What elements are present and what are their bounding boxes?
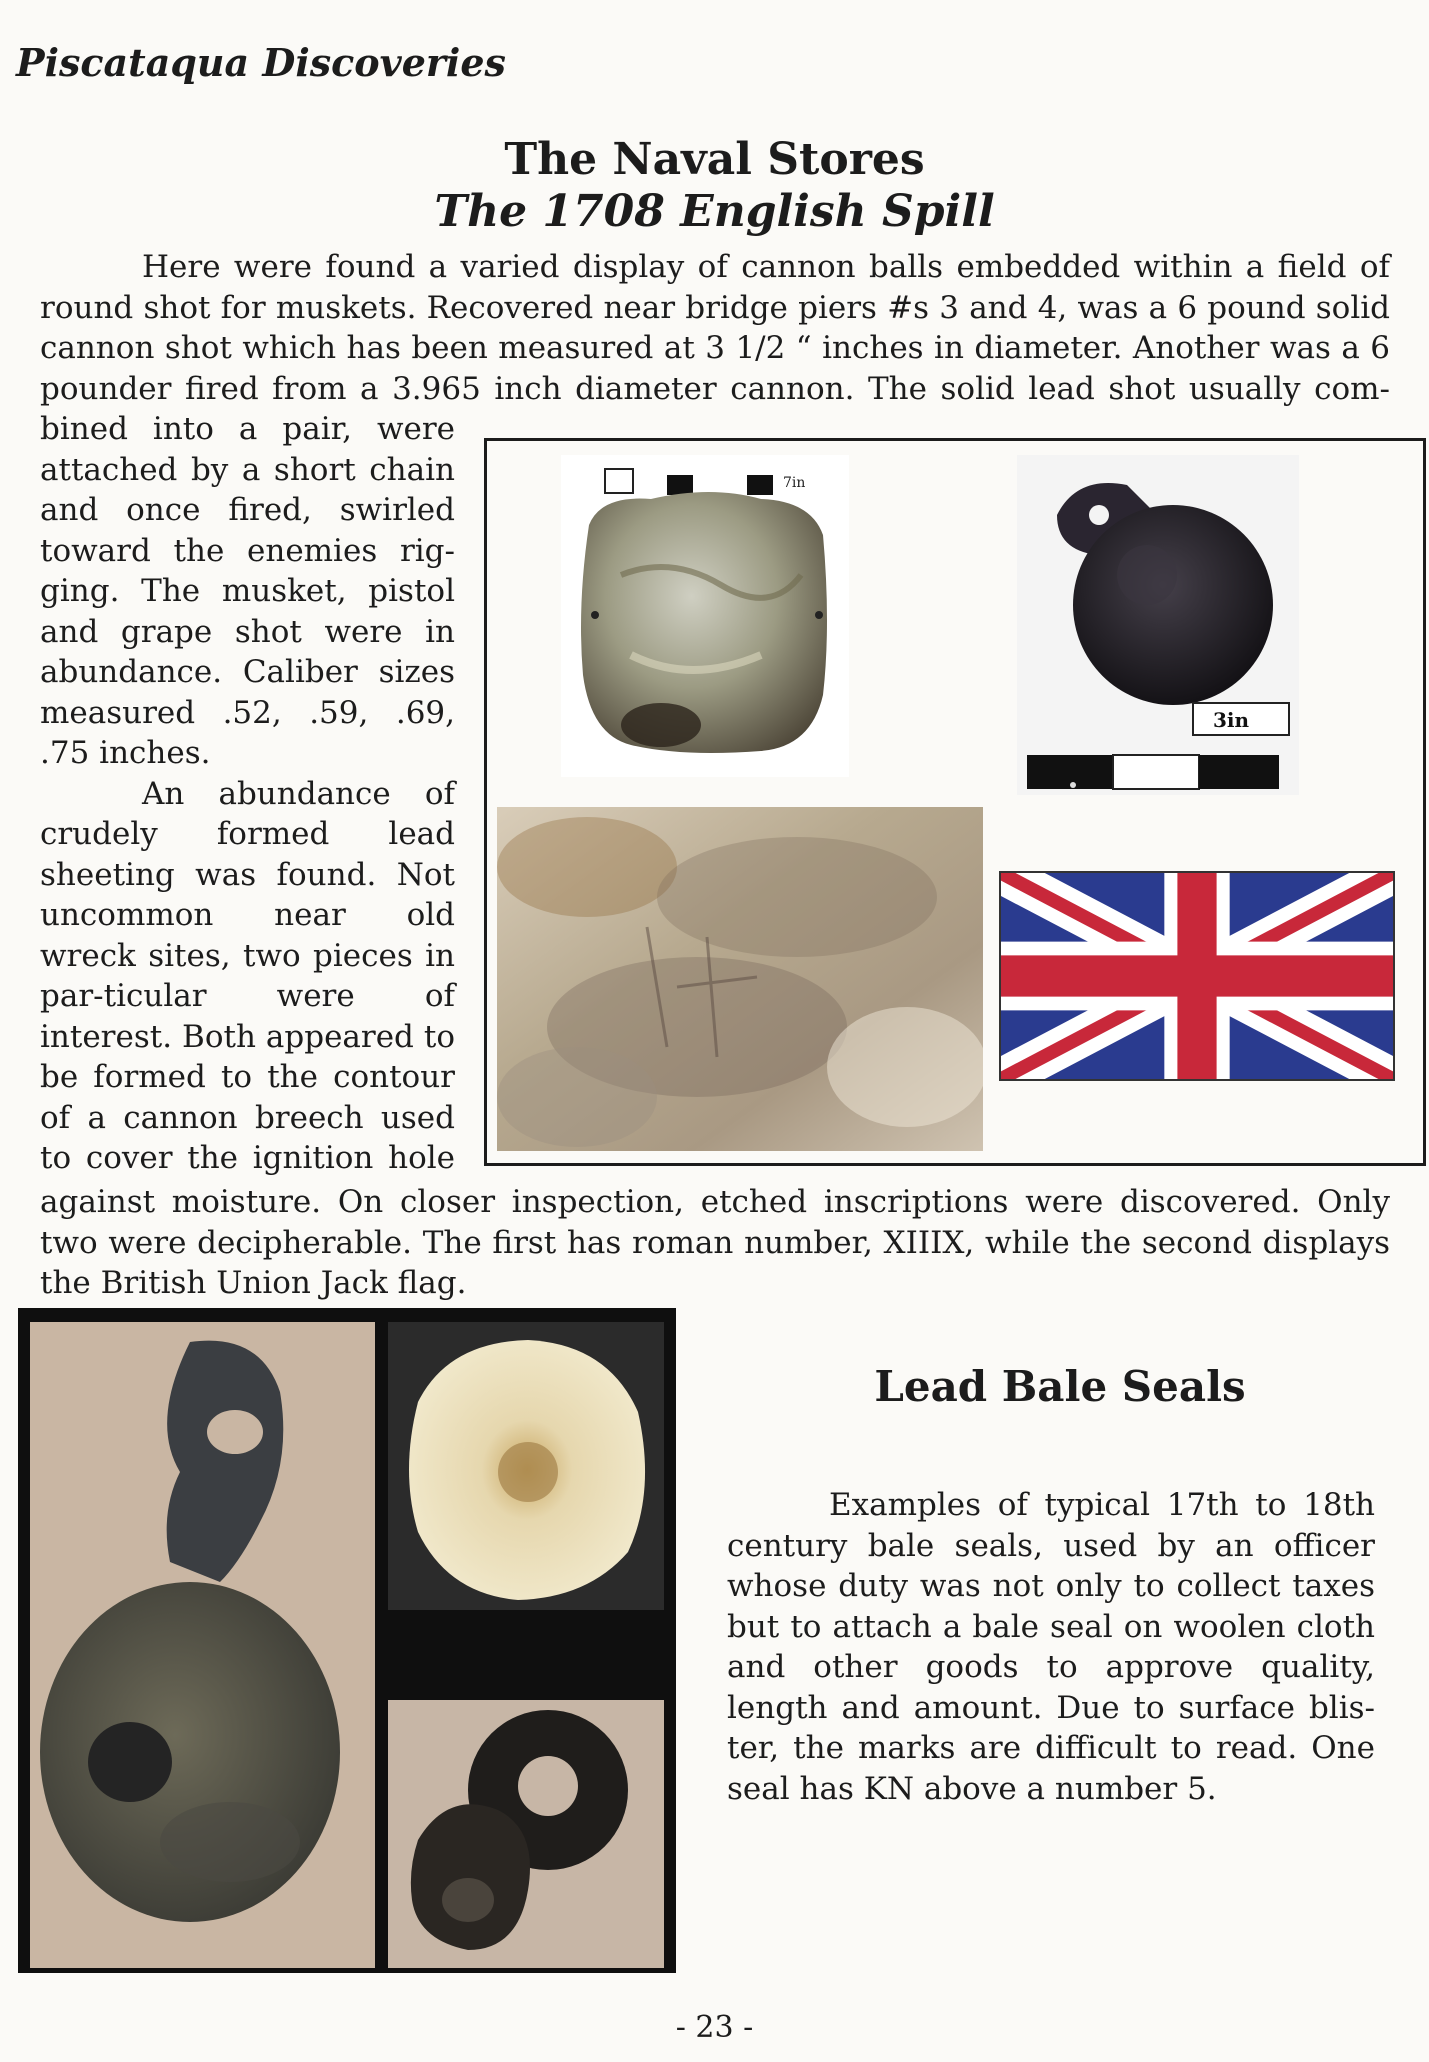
bale-seals-paragraph: [727, 1485, 1375, 1809]
bale-seal-white-graphic: [388, 1322, 664, 1610]
continuation-paragraph: [40, 1182, 1390, 1304]
article-title: [0, 134, 1429, 185]
scale-label-3in: 3in: [1213, 708, 1250, 732]
bale-seal-large-graphic: [30, 1322, 375, 1968]
scale-label-7in: 7in: [783, 475, 806, 491]
bale-seal-photo-dark: [388, 1700, 664, 1968]
page-number: - 23 -: [675, 2010, 754, 2045]
article-title-text: The Naval Stores: [504, 134, 925, 185]
naval-stores-figure: [484, 438, 1426, 1166]
lead-sheeting-paragraph: An abundance of crudely formed lead sheeting was found. Not uncommon near old wreck sites, two pieces in par-ticular were of interest. Both appeared to be formed to the contour of a cannon breech used to cover the ignition hole: [40, 775, 455, 1176]
intro-paragraph-text: Here were found a varied display of cannon balls embedded within a field of round shot for muskets. Recovered near bridge piers #s 3 and 4, was a 6 pound solid cannon shot which has been measured at 3 1/2 “ inches in diameter. Another was a 6 pounder fired from a 3.965 inch diameter cannon. The solid lead shot usually com-: [40, 249, 1390, 407]
chain-shot-photo: [1017, 455, 1299, 795]
bale-seals-paragraph-text: Examples of typical 17th to 18th century bale seals, used by an officer whose duty was not only to collect taxes but to attach a bale seal on woolen cloth and other goods to approve quality, length and amount. Due to surface blis-ter, the marks are difficult to read. One seal has KN above a number 5.: [727, 1487, 1375, 1807]
inscription-closeup-photo: [497, 807, 983, 1151]
intro-paragraph: [40, 247, 1390, 409]
left-column: [40, 409, 455, 1179]
chain-shot-paragraph: bined into a pair, were attached by a short chain and once fired, swirled toward the enemies rig-ging. The musket, pistol and grape shot were in abundance. Caliber sizes measured .52, .59, .69, .75 inches.: [40, 411, 455, 771]
union-jack-graphic: [1001, 873, 1393, 1079]
lead-sheet-photo: [561, 455, 849, 777]
bale-seal-dark-graphic: [388, 1700, 664, 1968]
bale-seals-title: Lead Bale Seals: [874, 1362, 1246, 1411]
running-header: Piscataqua Discoveries: [16, 40, 506, 85]
article-subtitle: The 1708 English Spill: [434, 186, 995, 237]
bale-seals-figure: [18, 1308, 676, 1973]
bale-seal-photo-large: [30, 1322, 375, 1968]
bale-seal-photo-white: [388, 1322, 664, 1610]
union-jack-flag: [999, 871, 1395, 1081]
lead-sheet-graphic: [561, 455, 849, 777]
chain-shot-graphic: [1017, 455, 1299, 795]
continuation-paragraph-text: against moisture. On closer inspection, etched inscriptions were discovered. Only two were decipherable. The first has roman number, XIIIX, while the second displays the British Union Jack flag.: [40, 1184, 1390, 1301]
inscription-closeup-graphic: [497, 807, 983, 1151]
